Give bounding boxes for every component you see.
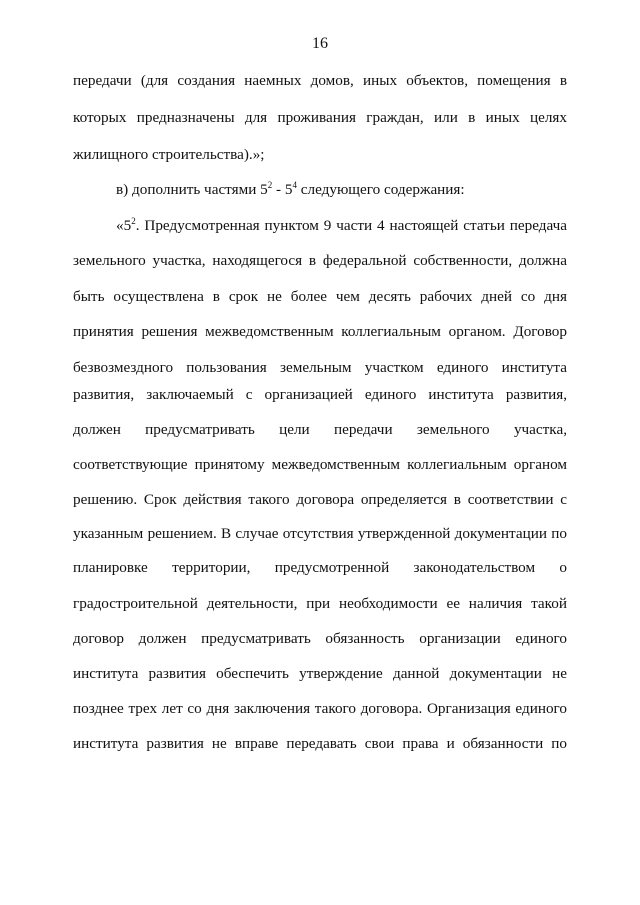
superscript: 2 [267, 180, 273, 190]
text-run: - 5 [272, 181, 293, 198]
page-number: 16 [312, 35, 328, 52]
text-line-paragraph-start [116, 216, 567, 236]
text-run: в) дополнить частями 5 [116, 181, 268, 198]
text-run: следующего содержания: [296, 181, 465, 198]
text-line: градостроительной деятельности, при необходимости ее наличия такой [73, 595, 567, 612]
text-run: . Предусмотренная пунктом 9 части 4 настоящей статьи передача [135, 217, 567, 234]
text-line: жилищного строительства).»; [73, 146, 265, 163]
text-line: позднее трех лет со дня заключения такого договора. Организация единого [73, 700, 567, 717]
superscript: 2 [131, 216, 136, 226]
text-line: принятия решения межведомственным коллегиальным органом. Договор [73, 323, 567, 340]
text-line: земельного участка, находящегося в федеральной собственности, должна [73, 252, 567, 269]
text-run: «5 [116, 217, 132, 234]
text-line: безвозмездного пользования земельным участком единого института [73, 359, 567, 376]
text-line: решению. Срок действия такого договора определяется в соответствии с [73, 491, 567, 508]
text-line: быть осуществлена в срок не более чем десять рабочих дней со дня [73, 288, 567, 305]
text-line-amendment [116, 180, 567, 200]
superscript: 4 [292, 180, 297, 190]
text-line: должен предусматривать цели передачи земельного участка, [73, 421, 567, 438]
text-line: указанным решением. В случае отсутствия утвержденной документации по [73, 525, 567, 542]
text-line: института развития обеспечить утверждение данной документации не [73, 665, 567, 682]
text-line: которых предназначены для проживания граждан, или в иных целях [73, 109, 567, 126]
text-line: института развития не вправе передавать свои права и обязанности по [73, 735, 567, 752]
text-line: передачи (для создания наемных домов, иных объектов, помещения в [73, 72, 567, 89]
text-line: планировке территории, предусмотренной законодательством о [73, 559, 567, 576]
text-line: договор должен предусматривать обязанность организации единого [73, 630, 567, 647]
text-line: соответствующие принятому межведомственным коллегиальным органом [73, 456, 567, 473]
text-line: развития, заключаемый с организацией единого института развития, [73, 386, 567, 403]
